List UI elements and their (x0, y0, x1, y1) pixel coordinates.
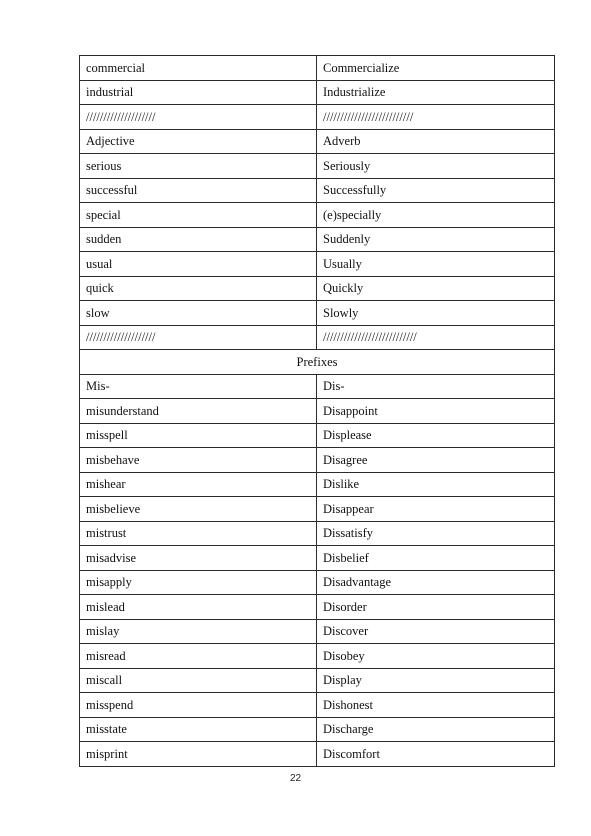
table-cell-left: misread (80, 644, 317, 669)
table-cell-right: Discomfort (317, 742, 555, 767)
table-cell-right: Disappoint (317, 399, 555, 424)
table-row (80, 80, 555, 105)
table-cell-left: Adjective (80, 129, 317, 154)
table-row (80, 154, 555, 179)
table-row (80, 56, 555, 81)
table-cell-left: slow (80, 301, 317, 326)
table-cell-right: Commercialize (317, 56, 555, 81)
table-cell-left: misprint (80, 742, 317, 767)
table-cell-right: Discharge (317, 717, 555, 742)
table-row (80, 570, 555, 595)
table-cell-left: mislead (80, 595, 317, 620)
table-row (80, 668, 555, 693)
table-row (80, 521, 555, 546)
table-cell-right: Disobey (317, 644, 555, 669)
table-cell-right: Disagree (317, 448, 555, 473)
table-row (80, 693, 555, 718)
table-cell-left: special (80, 203, 317, 228)
page-number: 22 (289, 773, 302, 784)
table-row (80, 448, 555, 473)
table-cell-right: Industrialize (317, 80, 555, 105)
table-cell-left: misspend (80, 693, 317, 718)
table-row (80, 742, 555, 767)
table-cell-left: usual (80, 252, 317, 277)
table-row (80, 546, 555, 571)
table-cell-left: mishear (80, 472, 317, 497)
table-row (80, 105, 555, 130)
table-row (80, 472, 555, 497)
table-cell-right: Successfully (317, 178, 555, 203)
table-cell-left: serious (80, 154, 317, 179)
table-cell-left: Mis- (80, 374, 317, 399)
table-row (80, 276, 555, 301)
table-row (80, 129, 555, 154)
table-cell-right: Seriously (317, 154, 555, 179)
table-row (80, 644, 555, 669)
table-row (80, 203, 555, 228)
table-cell-left: misbehave (80, 448, 317, 473)
table-cell-right: Disappear (317, 497, 555, 522)
table-cell-left: misadvise (80, 546, 317, 571)
table-cell-right: Dislike (317, 472, 555, 497)
table-cell-left: quick (80, 276, 317, 301)
table-cell-right: Dis- (317, 374, 555, 399)
table-cell-left: mislay (80, 619, 317, 644)
table-cell-right: Disbelief (317, 546, 555, 571)
table-cell-left: misspell (80, 423, 317, 448)
table-cell-left: //////////////////// (80, 105, 317, 130)
section-heading-row (80, 350, 555, 375)
table-row (80, 252, 555, 277)
table-cell-left: misunderstand (80, 399, 317, 424)
table-cell-left: misstate (80, 717, 317, 742)
table-row (80, 227, 555, 252)
table-row (80, 325, 555, 350)
table-cell-right: Dishonest (317, 693, 555, 718)
table-cell-right: ////////////////////////// (317, 105, 555, 130)
table-cell-right: Dissatisfy (317, 521, 555, 546)
table-row (80, 619, 555, 644)
table-cell-right: Adverb (317, 129, 555, 154)
table-cell-left: misbelieve (80, 497, 317, 522)
table-cell-right: Disorder (317, 595, 555, 620)
table-cell-right: Slowly (317, 301, 555, 326)
table-cell-left: commercial (80, 56, 317, 81)
table-cell-left: miscall (80, 668, 317, 693)
table-row (80, 595, 555, 620)
table-row (80, 423, 555, 448)
table-cell-right: Display (317, 668, 555, 693)
table-cell-right: Usually (317, 252, 555, 277)
table-cell-right: Quickly (317, 276, 555, 301)
word-forms-table (79, 55, 555, 767)
table-cell-left: industrial (80, 80, 317, 105)
table-row (80, 497, 555, 522)
table-cell-left: sudden (80, 227, 317, 252)
table-cell-right: (e)specially (317, 203, 555, 228)
table-cell-right: Suddenly (317, 227, 555, 252)
section-heading: Prefixes (80, 350, 555, 375)
table-cell-right: Discover (317, 619, 555, 644)
table-row (80, 399, 555, 424)
table-row (80, 374, 555, 399)
table-cell-right: Displease (317, 423, 555, 448)
table-cell-left: mistrust (80, 521, 317, 546)
table-cell-right: Disadvantage (317, 570, 555, 595)
table-row (80, 178, 555, 203)
table-body (80, 56, 555, 767)
table-row (80, 717, 555, 742)
table-row (80, 301, 555, 326)
table-cell-left: misapply (80, 570, 317, 595)
table-cell-left: successful (80, 178, 317, 203)
table-cell-right: /////////////////////////// (317, 325, 555, 350)
table-cell-left: //////////////////// (80, 325, 317, 350)
